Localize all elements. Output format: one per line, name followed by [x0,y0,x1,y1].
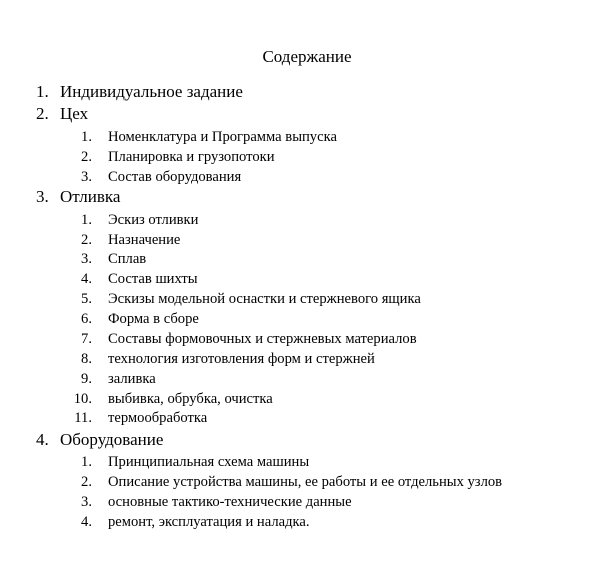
item-title: ремонт, эксплуатация и наладка. [108,514,310,530]
item-number: 11. [74,410,92,426]
item-number: 6. [81,311,92,327]
section-number: 2. [36,104,49,123]
toc-item [0,473,614,493]
item-title: Принципиальная схема машины [108,454,310,470]
item-title: Форма в сборе [108,311,199,327]
item-number: 1. [81,212,92,228]
item-number: 3. [81,251,92,267]
toc-item [0,231,614,251]
section-title: Индивидуальное задание [60,82,243,101]
section-number: 3. [36,187,49,206]
toc-section [0,187,614,207]
section-title: Оборудование [60,430,164,449]
item-number: 9. [81,371,92,387]
item-title: Описание устройства машины, ее работы и ее отдельных узлов [108,474,503,490]
item-number: 1. [81,129,92,145]
section-number: 4. [36,430,49,449]
item-title: основные тактико-технические данные [108,494,352,510]
item-number: 3. [81,169,92,185]
item-title: Составы формовочных и стержневых материалов [108,331,417,347]
toc-item [0,290,614,310]
toc-item [0,513,614,533]
item-title: Номенклатура и Программа выпуска [108,129,337,145]
toc-section [0,104,614,124]
item-number: 8. [81,351,92,367]
toc-item [0,453,614,473]
item-number: 4. [81,271,92,287]
item-title: Планировка и грузопотоки [108,149,275,165]
page-title: Содержание [262,47,352,66]
toc-section [0,82,614,102]
item-title: технология изготовления форм и стержней [108,351,375,367]
toc-item [0,168,614,188]
toc-item [0,310,614,330]
item-title: Эскиз отливки [108,212,199,228]
toc-item [0,270,614,290]
item-number: 2. [81,232,92,248]
item-title: Эскизы модельной оснастки и стержневого ящика [108,291,421,307]
section-title: Отливка [60,187,121,206]
toc-item [0,211,614,231]
toc-item [0,250,614,270]
item-number: 2. [81,149,92,165]
item-number: 1. [81,454,92,470]
item-number: 3. [81,494,92,510]
toc-item [0,493,614,513]
toc-item [0,330,614,350]
item-number: 10. [73,391,92,407]
item-number: 7. [81,331,92,347]
item-title: Состав оборудования [108,169,242,185]
item-title: Сплав [108,251,147,267]
item-number: 2. [81,474,92,490]
toc-section [0,430,614,450]
item-title: Состав шихты [108,271,198,287]
section-number: 1. [36,82,49,101]
toc-item [0,409,614,429]
toc-item [0,128,614,148]
section-title: Цех [60,104,89,123]
item-title: Назначение [108,232,181,248]
toc-item [0,370,614,390]
toc-item [0,350,614,370]
item-number: 4. [81,514,92,530]
item-title: термообработка [108,410,208,426]
item-title: заливка [108,371,156,387]
item-title: выбивка, обрубка, очистка [108,391,273,407]
toc-item [0,148,614,168]
item-number: 5. [81,291,92,307]
toc-item [0,390,614,410]
